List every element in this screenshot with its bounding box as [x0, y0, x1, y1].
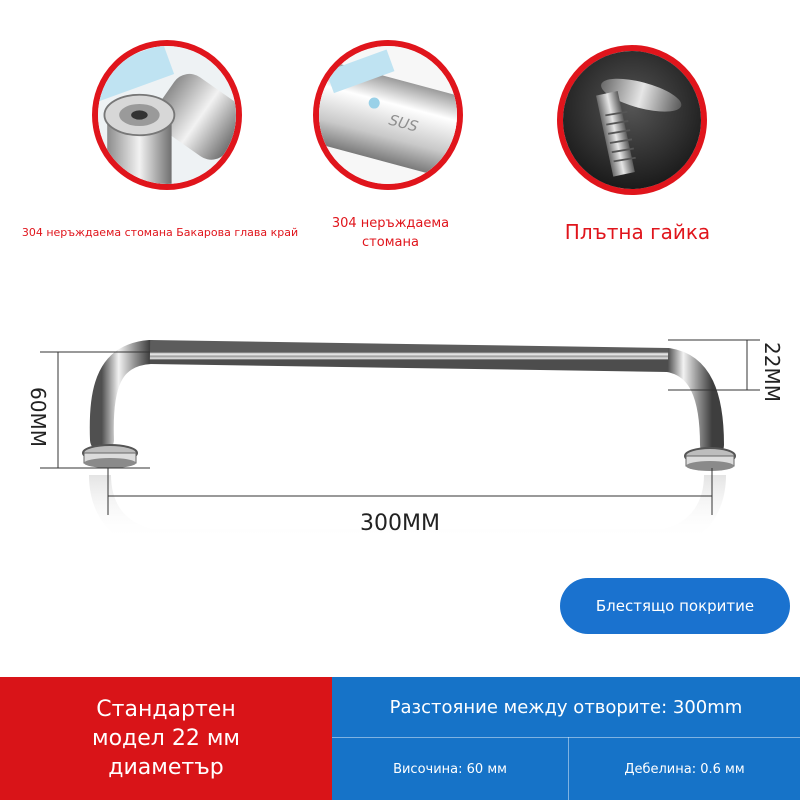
finish-badge: Блестящо покритие	[560, 578, 790, 634]
feature-caption-solid-nut: Плътна гайка	[564, 220, 711, 244]
feature-circle-sus-tube	[313, 40, 463, 190]
spec-bar	[332, 677, 800, 800]
feature-circle-bakar-head	[92, 40, 242, 190]
handle-product-image	[0, 300, 800, 580]
solid-nut-screw-icon	[563, 51, 701, 189]
svg-text:SUS: SUS	[386, 111, 420, 136]
diameter-dimension-label: 22MM	[760, 342, 784, 402]
feature-caption-bakar-head: 304 неръждаема стомана Бакарова глава край	[21, 226, 299, 239]
feature-caption-sus-tube: 304 неръждаема стомана	[331, 216, 450, 250]
towel-bar-handle	[0, 300, 800, 580]
spec-height: Височина: 60 мм	[393, 761, 507, 777]
bakar-head-end-icon	[98, 46, 236, 184]
sus-tube-icon	[319, 46, 457, 184]
spec-model-title-text: Стандартен модел 22 мм диаметър	[91, 697, 241, 780]
spec-thickness: Дебелина: 0.6 мм	[624, 761, 745, 777]
height-dimension-label: 60MM	[26, 387, 50, 447]
feature-circle-solid-nut	[557, 45, 707, 195]
spec-model-title	[0, 677, 332, 800]
spec-hole-distance: Разстояние между отворите: 300mm	[389, 696, 743, 718]
length-dimension-label: 300MM	[360, 511, 440, 536]
